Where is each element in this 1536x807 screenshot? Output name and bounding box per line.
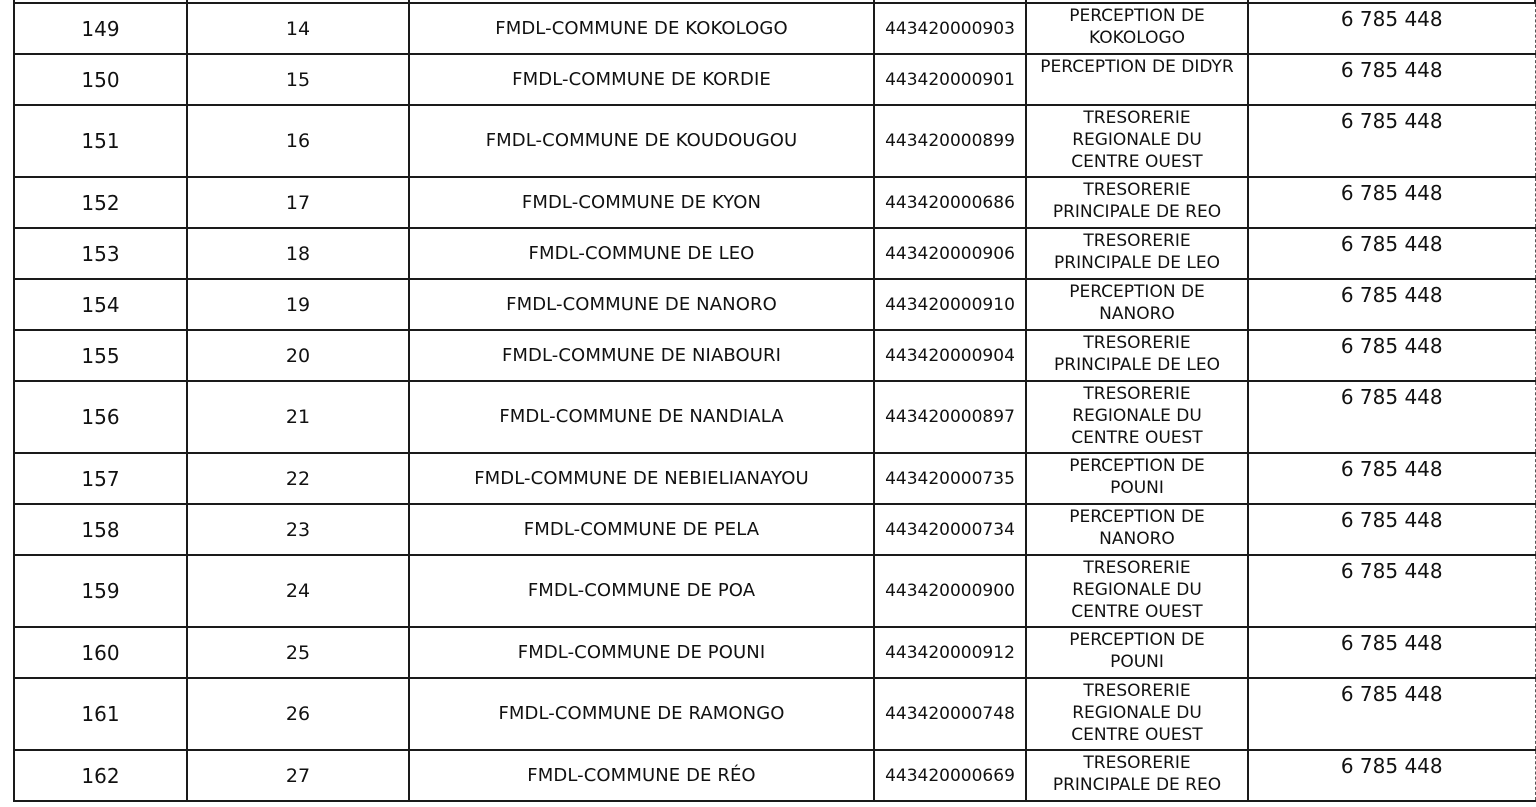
account-number-cell: 443420000910	[874, 279, 1026, 330]
poste-line: CENTRE OUEST	[1071, 725, 1203, 745]
account-number-cell: 443420000734	[874, 504, 1026, 555]
row-index-cell: 17	[187, 177, 409, 228]
row-index-cell: 16	[187, 105, 409, 177]
poste-line: CENTRE OUEST	[1071, 152, 1203, 172]
poste-line: NANORO	[1099, 529, 1175, 549]
poste-line: TRESORERIE	[1083, 558, 1191, 578]
poste-line: PERCEPTION DE DIDYR	[1040, 57, 1234, 77]
poste-line: TRESORERIE	[1083, 180, 1191, 200]
table-row	[14, 105, 1535, 177]
poste-comptable-cell	[1026, 279, 1248, 330]
poste-line: PERCEPTION DE	[1069, 6, 1205, 26]
poste-line: CENTRE OUEST	[1071, 428, 1203, 448]
poste-comptable-cell	[1026, 678, 1248, 750]
account-number-cell: 443420000748	[874, 678, 1026, 750]
poste-comptable-cell	[1026, 555, 1248, 627]
commune-name-cell: FMDL-COMMUNE DE NIABOURI	[409, 330, 874, 381]
row-number-cell: 157	[14, 453, 187, 504]
row-index-cell: 20	[187, 330, 409, 381]
table-row	[14, 177, 1535, 228]
poste-line: TRESORERIE	[1083, 753, 1191, 773]
amount-cell: 6 785 448	[1248, 3, 1535, 54]
table-row	[14, 228, 1535, 279]
row-index-cell: 24	[187, 555, 409, 627]
row-number-cell: 154	[14, 279, 187, 330]
poste-line: PRINCIPALE DE REO	[1052, 775, 1222, 795]
poste-comptable-cell	[1026, 105, 1248, 177]
poste-line: TRESORERIE	[1083, 333, 1191, 353]
table-body	[14, 0, 1535, 801]
poste-comptable-cell	[1026, 627, 1248, 678]
row-index-cell: 25	[187, 627, 409, 678]
row-index-cell: 18	[187, 228, 409, 279]
poste-comptable-cell	[1026, 750, 1248, 801]
amount-cell: 6 785 448	[1248, 504, 1535, 555]
poste-line: POUNI	[1110, 652, 1164, 672]
poste-line: REGIONALE DU	[1072, 130, 1202, 150]
row-index-cell: 22	[187, 453, 409, 504]
row-number-cell: 160	[14, 627, 187, 678]
table-row	[14, 279, 1535, 330]
amount-cell: 6 785 448	[1248, 627, 1535, 678]
poste-line: REGIONALE DU	[1072, 580, 1202, 600]
row-number-cell: 152	[14, 177, 187, 228]
row-number-cell: 151	[14, 105, 187, 177]
account-number-cell: 443420000686	[874, 177, 1026, 228]
row-number-cell: 162	[14, 750, 187, 801]
account-number-cell: 443420000900	[874, 555, 1026, 627]
poste-line: KOKOLOGO	[1089, 28, 1185, 48]
commune-name-cell: FMDL-COMMUNE DE NANDIALA	[409, 381, 874, 453]
commune-name-cell: FMDL-COMMUNE DE NEBIELIANAYOU	[409, 453, 874, 504]
poste-line: PERCEPTION DE	[1069, 507, 1205, 527]
poste-line: TRESORERIE	[1083, 384, 1191, 404]
table-row	[14, 3, 1535, 54]
row-number-cell: 158	[14, 504, 187, 555]
commune-name-cell: FMDL-COMMUNE DE PELA	[409, 504, 874, 555]
row-number-cell: 150	[14, 54, 187, 105]
row-index-cell: 27	[187, 750, 409, 801]
account-number-cell: 443420000901	[874, 54, 1026, 105]
table-row	[14, 750, 1535, 801]
poste-comptable-cell	[1026, 3, 1248, 54]
poste-comptable-cell	[1026, 381, 1248, 453]
row-index-cell: 23	[187, 504, 409, 555]
poste-line: PRINCIPALE DE REO	[1052, 202, 1222, 222]
amount-cell: 6 785 448	[1248, 381, 1535, 453]
commune-name-cell: FMDL-COMMUNE DE LEO	[409, 228, 874, 279]
row-number-cell: 159	[14, 555, 187, 627]
poste-line: PERCEPTION DE	[1069, 456, 1205, 476]
poste-line: PERCEPTION DE	[1069, 630, 1205, 650]
amount-cell: 6 785 448	[1248, 555, 1535, 627]
poste-comptable-cell	[1026, 330, 1248, 381]
table-row	[14, 54, 1535, 105]
poste-line: TRESORERIE	[1083, 231, 1191, 251]
poste-line: PERCEPTION DE	[1069, 282, 1205, 302]
account-number-cell: 443420000912	[874, 627, 1026, 678]
poste-line: POUNI	[1110, 478, 1164, 498]
account-number-cell: 443420000735	[874, 453, 1026, 504]
poste-line: REGIONALE DU	[1072, 406, 1202, 426]
commune-name-cell: FMDL-COMMUNE DE KOKOLOGO	[409, 3, 874, 54]
account-number-cell: 443420000669	[874, 750, 1026, 801]
poste-line: REGIONALE DU	[1072, 703, 1202, 723]
poste-line: PRINCIPALE DE LEO	[1054, 355, 1220, 375]
row-number-cell: 161	[14, 678, 187, 750]
account-number-cell: 443420000904	[874, 330, 1026, 381]
row-index-cell: 19	[187, 279, 409, 330]
row-number-cell: 149	[14, 3, 187, 54]
account-number-cell: 443420000906	[874, 228, 1026, 279]
commune-name-cell: FMDL-COMMUNE DE POA	[409, 555, 874, 627]
row-number-cell: 156	[14, 381, 187, 453]
table-row	[14, 678, 1535, 750]
poste-line: CENTRE OUEST	[1071, 602, 1203, 622]
row-number-cell: 153	[14, 228, 187, 279]
poste-line: TRESORERIE	[1083, 108, 1191, 128]
commune-allocation-table	[13, 0, 1536, 802]
commune-name-cell: FMDL-COMMUNE DE KYON	[409, 177, 874, 228]
amount-cell: 6 785 448	[1248, 453, 1535, 504]
commune-name-cell: FMDL-COMMUNE DE NANORO	[409, 279, 874, 330]
poste-comptable-cell	[1026, 504, 1248, 555]
poste-comptable-cell	[1026, 54, 1248, 105]
commune-name-cell: FMDL-COMMUNE DE KORDIE	[409, 54, 874, 105]
amount-cell: 6 785 448	[1248, 54, 1535, 105]
commune-name-cell: FMDL-COMMUNE DE RÉO	[409, 750, 874, 801]
table-row	[14, 504, 1535, 555]
commune-name-cell: FMDL-COMMUNE DE RAMONGO	[409, 678, 874, 750]
poste-line: PRINCIPALE DE LEO	[1054, 253, 1220, 273]
poste-comptable-cell	[1026, 228, 1248, 279]
row-index-cell: 21	[187, 381, 409, 453]
row-number-cell: 155	[14, 330, 187, 381]
table-row	[14, 555, 1535, 627]
amount-cell: 6 785 448	[1248, 750, 1535, 801]
account-number-cell: 443420000897	[874, 381, 1026, 453]
account-number-cell: 443420000899	[874, 105, 1026, 177]
commune-name-cell: FMDL-COMMUNE DE KOUDOUGOU	[409, 105, 874, 177]
amount-cell: 6 785 448	[1248, 105, 1535, 177]
row-index-cell: 26	[187, 678, 409, 750]
amount-cell: 6 785 448	[1248, 177, 1535, 228]
amount-cell: 6 785 448	[1248, 279, 1535, 330]
table-row	[14, 381, 1535, 453]
poste-line: NANORO	[1099, 304, 1175, 324]
account-number-cell: 443420000903	[874, 3, 1026, 54]
amount-cell: 6 785 448	[1248, 330, 1535, 381]
amount-cell: 6 785 448	[1248, 678, 1535, 750]
amount-cell: 6 785 448	[1248, 228, 1535, 279]
table-row	[14, 453, 1535, 504]
row-index-cell: 15	[187, 54, 409, 105]
poste-line: TRESORERIE	[1083, 681, 1191, 701]
row-index-cell: 14	[187, 3, 409, 54]
poste-comptable-cell	[1026, 453, 1248, 504]
poste-comptable-cell	[1026, 177, 1248, 228]
table-row	[14, 330, 1535, 381]
table-row	[14, 627, 1535, 678]
commune-name-cell: FMDL-COMMUNE DE POUNI	[409, 627, 874, 678]
